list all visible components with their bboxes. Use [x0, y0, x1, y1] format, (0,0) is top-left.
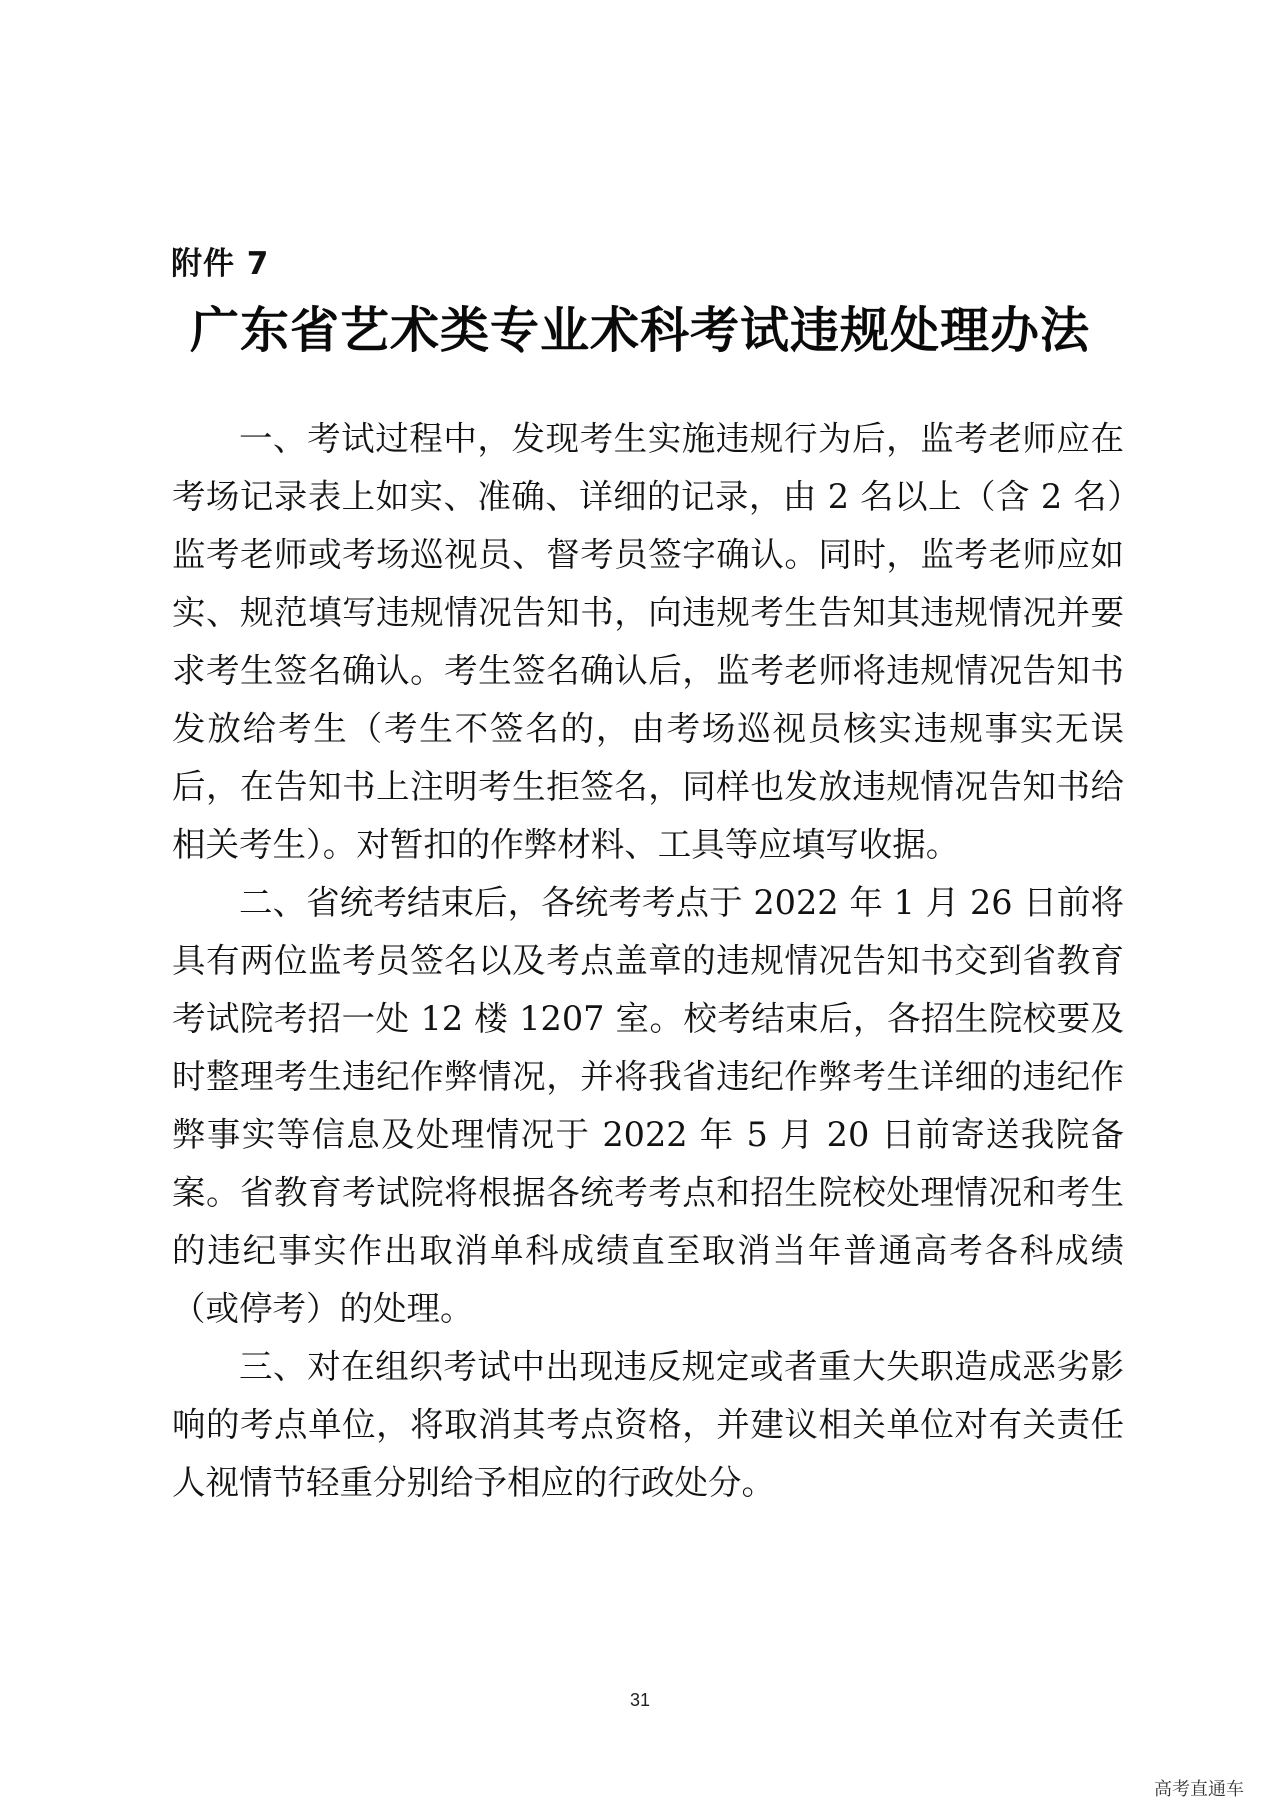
paragraph-2: 二、省统考结束后，各统考考点于 2022 年 1 月 26 日前将具有两位监考员签名以及考点盖章的违规情况告知书交到省教育考试院考招一处 12 楼 1207 室。校考结束后，各招生院校要及时整理考生违纪作弊情况，并将我省违纪作弊考生详细的违纪作弊事实等信息及处理情况于 2022 年 5 月 20 日前寄送我院备案。省教育考试院将根据各统考考点和招生院校处理情况和考生的违纪事实作出取消单科成绩直至取消当年普通高考各科成绩（或停考）的处理。 [172, 883, 1124, 1328]
document-title: 广东省艺术类专业术科考试违规处理办法 [189, 301, 1090, 359]
page-number: 31 [629, 1690, 651, 1710]
attachment-label: 附件 7 [171, 246, 270, 282]
paragraph-3: 三、对在组织考试中出现违反规定或者重大失职造成恶劣影响的考点单位，将取消其考点资格，并建议相关单位对有关责任人视情节轻重分别给予相应的行政处分。 [172, 1347, 1124, 1502]
document-body [172, 410, 1124, 1512]
paragraph-1: 一、考试过程中，发现考生实施违规行为后，监考老师应在考场记录表上如实、准确、详细的记录，由 2 名以上（含 2 名）监考老师或考场巡视员、督考员签字确认。同时，监考老师应如实、规范填写违规情况告知书，向违规考生告知其违规情况并要求考生签名确认。考生签名确认后，监考老师将违规情况告知书发放给考生（考生不签名的，由考场巡视员核实违规事实无误后，在告知书上注明考生拒签名，同样也发放违规情况告知书给相关考生）。对暂扣的作弊材料、工具等应填写收据。 [172, 419, 1124, 864]
watermark-text: 高考直通车 [1154, 1779, 1244, 1800]
